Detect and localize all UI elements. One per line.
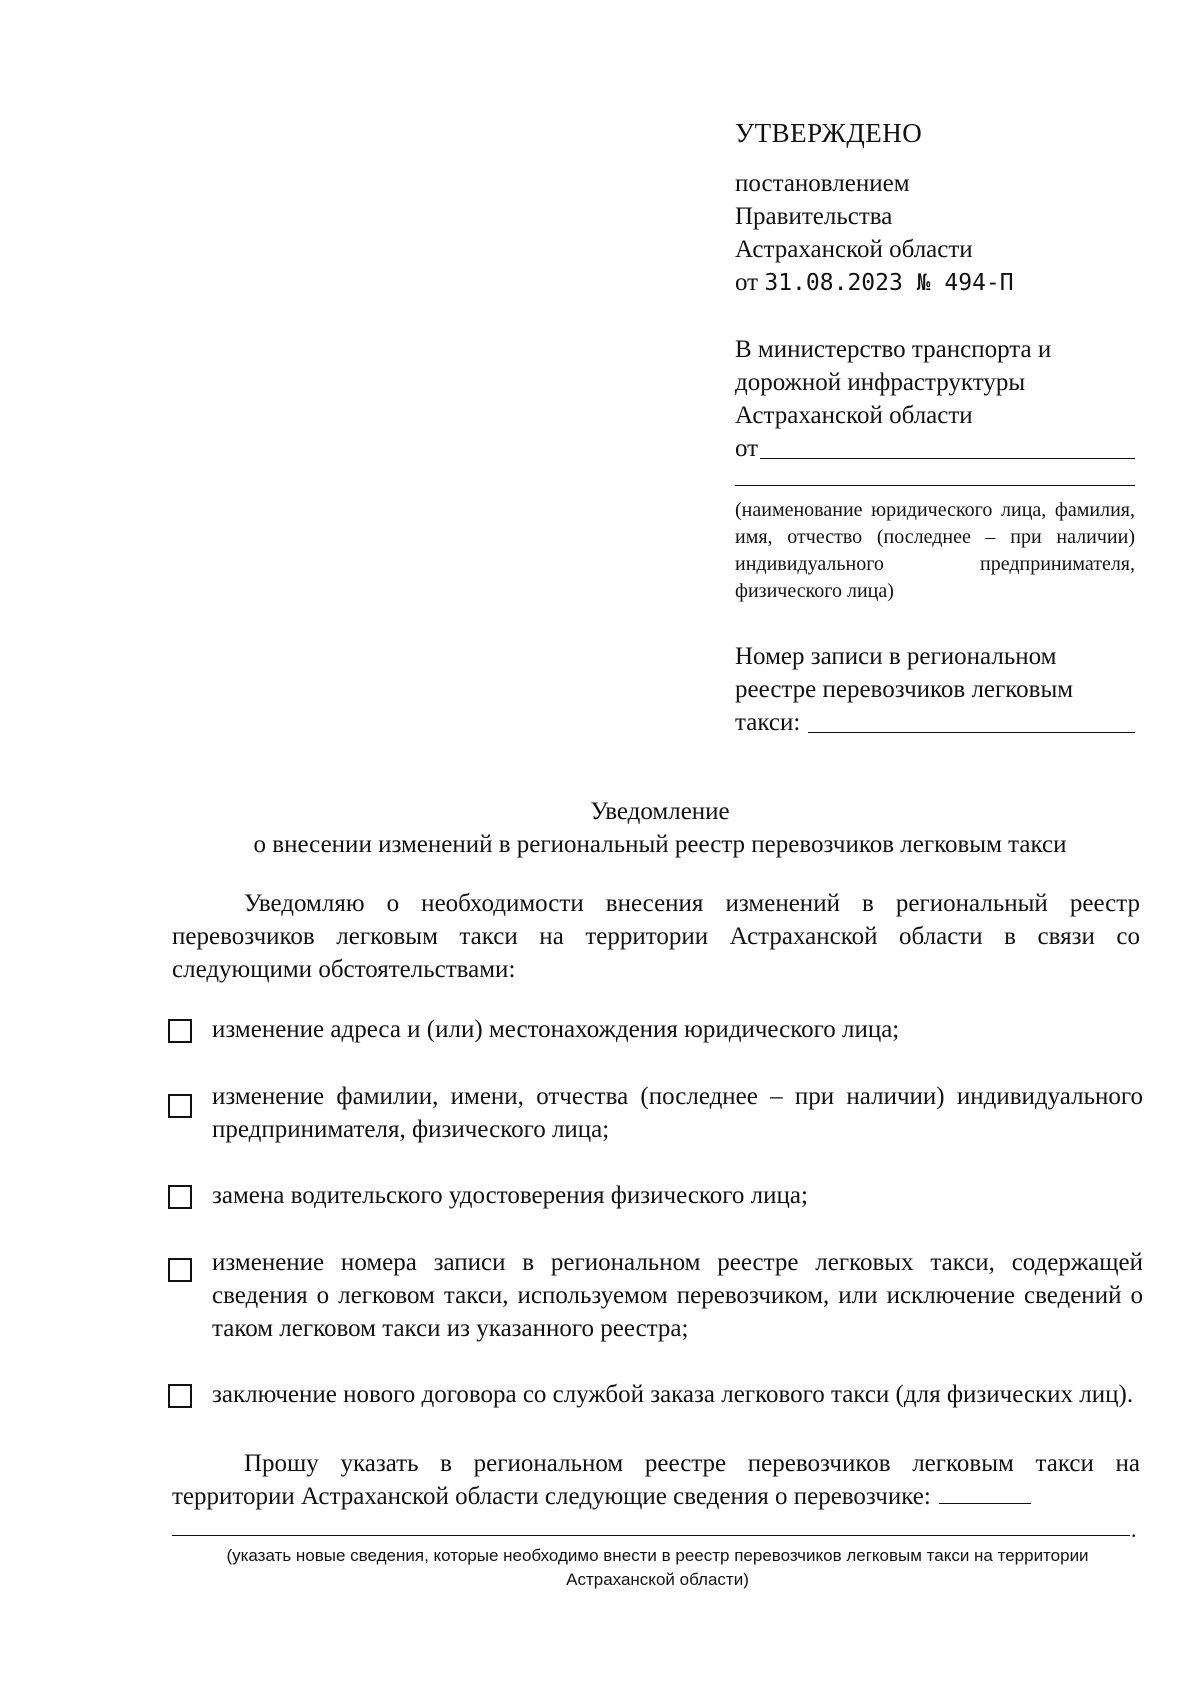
checkbox[interactable] [168,1094,192,1118]
title-line-1: Уведомление [590,798,730,825]
from-label: от [735,435,759,462]
approval-block [735,118,1135,300]
from-blank-line[interactable] [760,434,1135,459]
registry-number-row [735,706,1135,739]
addressee-line-3: Астраханской области [735,402,973,429]
request-blank-tail[interactable] [939,1481,1031,1504]
addressee-block [735,333,1135,486]
from-blank-line-2[interactable] [735,465,1135,486]
option-new-contract[interactable] [168,1378,1143,1411]
checkbox[interactable] [168,1019,192,1043]
document-title [170,795,1150,861]
applicant-hint: (наименование юридического лица, фамилия, имя, отчество (последнее – при наличии) индивидуального предпринимателя, физического лица) [735,499,1135,602]
addressee-line-1: В министерство транспорта и [735,336,1052,363]
approved-heading: УТВЕРЖДЕНО [735,118,923,148]
checkbox[interactable] [168,1185,192,1209]
from-row [735,432,1135,465]
checkbox[interactable] [168,1384,192,1408]
new-info-hint: (указать новые сведения, которые необходимо внести в реестр перевозчиков легковым такси на территории Астраханской области) [226,1546,1089,1589]
option-taxi-record-change[interactable] [168,1246,1143,1345]
option-text: изменение адреса и (или) местонахождения юридического лица; [212,1016,900,1043]
decree-date-prefix: от [735,269,765,296]
registry-number-taxi-label: такси: [735,709,801,736]
registry-number-label: Номер записи в региональном реестре перевозчиков легковым [735,643,1074,703]
new-info-blank-line[interactable] [172,1535,1130,1536]
option-name-change[interactable] [168,1080,1143,1146]
request-text: Прошу указать в региональном реестре перевозчиков легковым такси на территории Астраханской области следующие сведения о перевозчике: [172,1450,1140,1510]
decree-line-3: Астраханской области [735,236,973,263]
title-line-2: о внесении изменений в региональный реестр перевозчиков легковым такси [253,831,1067,858]
intro-paragraph: Уведомляю о необходимости внесения изменений в региональный реестр перевозчиков легковым такси на территории Астраханской области в связи со следующими обстоятельствами: [172,890,1140,983]
option-license-replacement[interactable] [168,1179,1143,1212]
decree-line-2: Правительства [735,203,893,230]
addressee-line-2: дорожной инфраструктуры [735,369,1026,396]
registry-number-blank-line[interactable] [808,708,1135,733]
decree-line-1: постановлением [735,170,910,197]
option-text: изменение номера записи в региональном реестре легковых такси, содержащей сведения о легковом такси, используемом перевозчиком, или исключение сведений о таком легковом такси из указанного реестра; [212,1249,1143,1342]
option-text: замена водительского удостоверения физического лица; [212,1182,808,1209]
option-text: заключение нового договора со службой заказа легкового такси (для физических лиц). [212,1381,1134,1408]
checkbox[interactable] [168,1258,192,1282]
registry-number-block [735,640,1135,739]
option-text: изменение фамилии, имени, отчества (последнее – при наличии) индивидуального предпринимателя, физического лица; [212,1083,1143,1143]
trailing-dot: . [1131,1517,1137,1542]
decree-date-line [735,266,1135,300]
decree-date-number: 31.08.2023 № 494-П [764,270,1014,296]
option-address-change[interactable] [168,1013,1143,1046]
request-paragraph [172,1447,1140,1513]
